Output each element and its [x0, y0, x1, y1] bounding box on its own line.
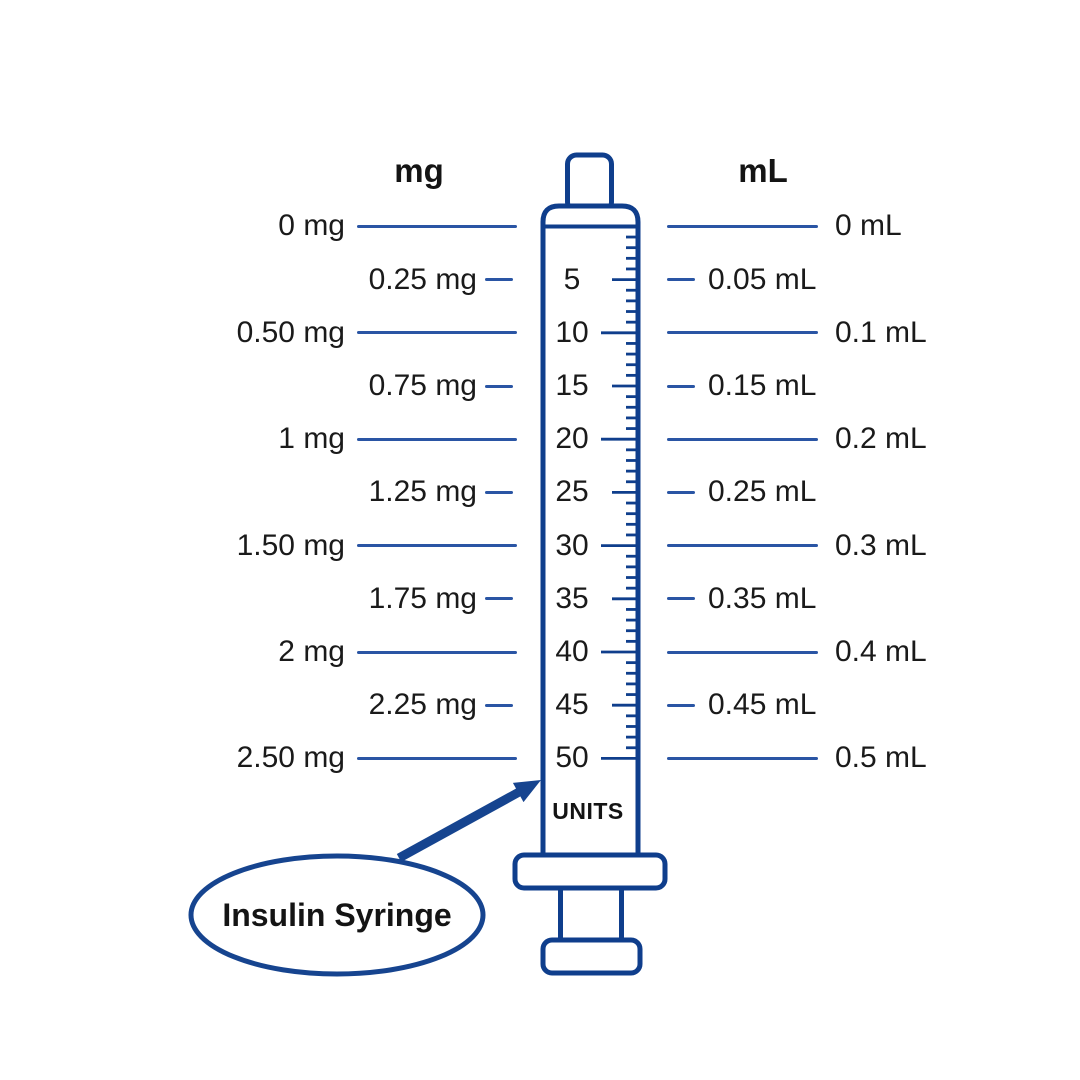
mg-row-dash [485, 704, 513, 707]
mg-row-label: 2.25 mg [368, 688, 477, 722]
mg-row-line [357, 438, 517, 441]
ml-row-dash [667, 704, 695, 707]
ml-row-line [667, 225, 818, 228]
mg-row-line [357, 757, 517, 760]
mg-row-dash [485, 597, 513, 600]
ml-row-line [667, 651, 818, 654]
ml-column-header: mL [738, 152, 788, 189]
needle-hub [568, 155, 612, 211]
ml-row-label: 0.3 mL [835, 528, 927, 562]
ml-row-label: 0.35 mL [708, 581, 817, 615]
mg-row-line [357, 225, 517, 228]
ml-row-line [667, 331, 818, 334]
mg-row-label: 0.50 mg [236, 315, 345, 349]
mg-row-label: 0.25 mg [368, 262, 477, 296]
mg-row-dash [485, 491, 513, 494]
ml-row-line [667, 438, 818, 441]
units-label: UNITS [552, 798, 624, 824]
mg-row-label: 1.50 mg [236, 528, 345, 562]
barrel-scale-number: 10 [555, 315, 589, 349]
ml-row-dash [667, 491, 695, 494]
barrel-scale-number: 25 [555, 475, 589, 509]
ml-row-dash [667, 278, 695, 281]
mg-row-label: 1.75 mg [368, 581, 477, 615]
mg-column-header: mg [394, 152, 444, 189]
mg-row-line [357, 651, 517, 654]
barrel-scale-number: 50 [555, 741, 589, 775]
barrel-scale-number: 30 [555, 528, 589, 562]
mg-row-dash [485, 385, 513, 388]
ml-row-label: 0.05 mL [708, 262, 817, 296]
mg-row-label: 2 mg [278, 635, 345, 668]
mg-row-label: 1.25 mg [368, 475, 477, 509]
mg-row-dash [485, 278, 513, 281]
plunger-end [543, 940, 640, 973]
mg-row-label: 0 mg [278, 209, 345, 243]
barrel-scale-number: 20 [555, 422, 589, 456]
ml-row-line [667, 757, 818, 760]
mg-row-label: 0.75 mg [368, 369, 477, 402]
callout-label: Insulin Syringe [222, 897, 452, 933]
mg-row-line [357, 544, 517, 547]
ml-row-label: 0.5 mL [835, 741, 927, 775]
ml-row-label: 0.2 mL [835, 422, 927, 456]
ml-row-label: 0.15 mL [708, 369, 817, 402]
finger-flange [515, 855, 665, 888]
ml-row-line [667, 544, 818, 547]
ml-row-dash [667, 385, 695, 388]
barrel-scale-number: 35 [555, 581, 589, 615]
barrel-scale-number: 40 [555, 635, 589, 668]
barrel-scale-number: 5 [563, 262, 581, 296]
barrel-scale-number: 15 [555, 369, 589, 402]
ml-row-dash [667, 597, 695, 600]
mg-row-label: 1 mg [278, 422, 345, 456]
ml-row-label: 0.4 mL [835, 635, 927, 668]
ml-row-label: 0.45 mL [708, 688, 817, 722]
mg-row-label: 2.50 mg [236, 741, 345, 775]
ml-row-label: 0 mL [835, 209, 902, 243]
mg-row-line [357, 331, 517, 334]
ml-row-label: 0.1 mL [835, 315, 927, 349]
ml-row-label: 0.25 mL [708, 475, 817, 509]
barrel-scale-number: 45 [555, 688, 589, 722]
callout-arrow-shaft [399, 790, 524, 858]
